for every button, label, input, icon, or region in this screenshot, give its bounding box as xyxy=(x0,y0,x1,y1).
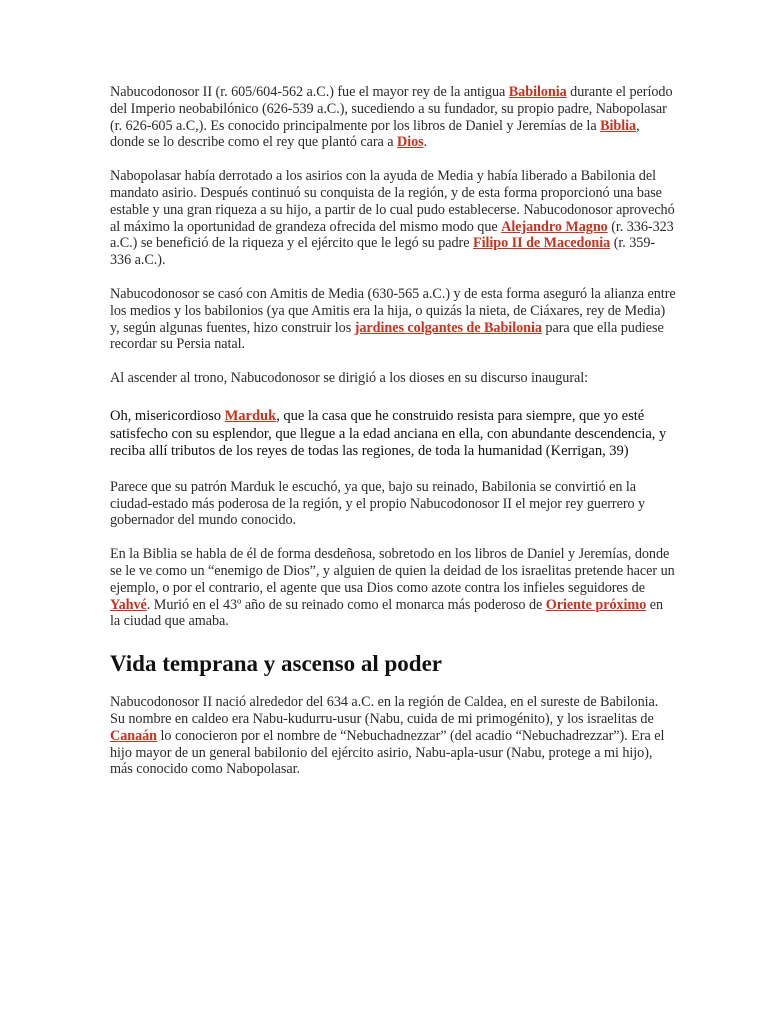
link-alejandro-magno[interactable]: Alejandro Magno xyxy=(501,218,608,235)
link-oriente-proximo[interactable]: Oriente próximo xyxy=(545,596,647,613)
quote-text: Oh, misericordioso xyxy=(110,407,225,424)
paragraph-text: para que ella pudiese recordar su Persia natal. xyxy=(110,319,664,353)
paragraph-text: . Murió en el 43º año de su reinado como el monarca más poderoso de xyxy=(146,596,546,613)
paragraph-vida-temprana xyxy=(110,694,676,778)
paragraph-intro xyxy=(110,84,676,151)
link-yahve[interactable]: Yahvé xyxy=(110,596,147,613)
paragraph-text: durante el período del Imperio neobabilónico (626-539 a.C.), sucediendo a su fundador, su propio padre, Nabopolasar (r. 626-605 a.C,). Es conocido principalmente por los libros de Daniel y Jeremías de la xyxy=(110,84,673,134)
paragraph-discurso xyxy=(110,370,676,387)
paragraph-text: (r. 336-323 a.C.) se benefició de la riqueza y el ejército que le legó su padre xyxy=(110,218,674,252)
link-biblia[interactable]: Biblia xyxy=(600,117,637,134)
paragraph-biblia xyxy=(110,546,676,630)
paragraph-text: Nabucodonosor se casó con Amitis de Media (630-565 a.C.) y de esta forma aseguró la alianza entre los medios y los babilonios (ya que Amitis era la hija, o quizás la nieta, de Ciáxares, rey de Media) y, según algunas fuentes, hizo construir los xyxy=(110,285,676,336)
paragraph-text: Parece que su patrón Marduk le escuchó, ya que, bajo su reinado, Babilonia se convirtió en la ciudad-estado más poderosa de la región, y el propio Nabucodonosor II el mejor rey guerrero y gobernador del mundo conocido. xyxy=(110,478,646,529)
link-canaan[interactable]: Canaán xyxy=(110,727,158,744)
paragraph-text: (r. 359-336 a.C.). xyxy=(110,235,656,269)
paragraph-nabopolasar xyxy=(110,168,676,269)
paragraph-text: . xyxy=(423,134,428,151)
paragraph-text: En la Biblia se habla de él de forma desdeñosa, sobretodo en los libros de Daniel y Jeremías, donde se le ve como un “enemigo de Dios”, y alguien de quien la deidad de los israelitas pretende hacer un ejemplo, o por el contrario, el agente que usa Dios como azote contra los infieles seguidores de xyxy=(110,546,675,596)
paragraph-text: Nabopolasar había derrotado a los asirios con la ayuda de Media y había liberado a Babilonia del mandato asirio. Después continuó su conquista de la región, y de esta forma proporcionó una base estable y una gran riqueza a su hijo, a partir de lo cual pudo establecerse. Nabucodonosor aprovechó al máximo la oportunidad de grandeza ofrecida del mismo modo que xyxy=(110,168,675,235)
link-babilonia[interactable]: Babilonia xyxy=(508,84,567,100)
link-jardines-colgantes[interactable]: jardines colgantes de Babilonia xyxy=(354,319,542,336)
paragraph-text: Al ascender al trono, Nabucodonosor se dirigió a los dioses en su discurso inaugural: xyxy=(110,370,589,387)
paragraph-text: , donde se lo describe como el rey que plantó cara a xyxy=(110,117,640,151)
link-dios[interactable]: Dios xyxy=(397,134,424,151)
section-heading: Vida temprana y ascenso al poder xyxy=(110,651,443,677)
paragraph-text: Nabucodonosor II (r. 605/604-562 a.C.) fue el mayor rey de la antigua xyxy=(110,84,509,100)
quote-text: , que la casa que he construido resista para siempre, que yo esté satisfecho con su esplendor, que llegue a la edad anciana en ella, con abundante descendencia, y reciba allí tributos de los reyes de todas las regiones, de toda la humanidad (Kerrigan, 39) xyxy=(110,407,667,460)
link-marduk[interactable]: Marduk xyxy=(224,407,277,424)
link-filipo-ii[interactable]: Filipo II de Macedonia xyxy=(472,235,611,252)
paragraph-reinado xyxy=(110,479,676,529)
quote-block xyxy=(110,408,676,461)
paragraph-text: en la ciudad que amaba. xyxy=(110,596,664,630)
paragraph-text: Nabucodonosor II nació alrededor del 634 a.C. en la región de Caldea, en el sureste de Babilonia. Su nombre en caldeo era Nabu-kudurru-usur (Nabu, cuida de mi primogénito), y los israelitas de xyxy=(110,694,659,727)
paragraph-text: lo conocieron por el nombre de “Nebuchadnezzar” (del acadio “Nebuchadrezzar”). Era el hijo mayor de un general babilonio del ejército asirio, Nabu-apla-usur (Nabu, protege a mi hijo), más conocido como Nabopolasar. xyxy=(110,727,665,778)
paragraph-amitis xyxy=(110,286,676,353)
